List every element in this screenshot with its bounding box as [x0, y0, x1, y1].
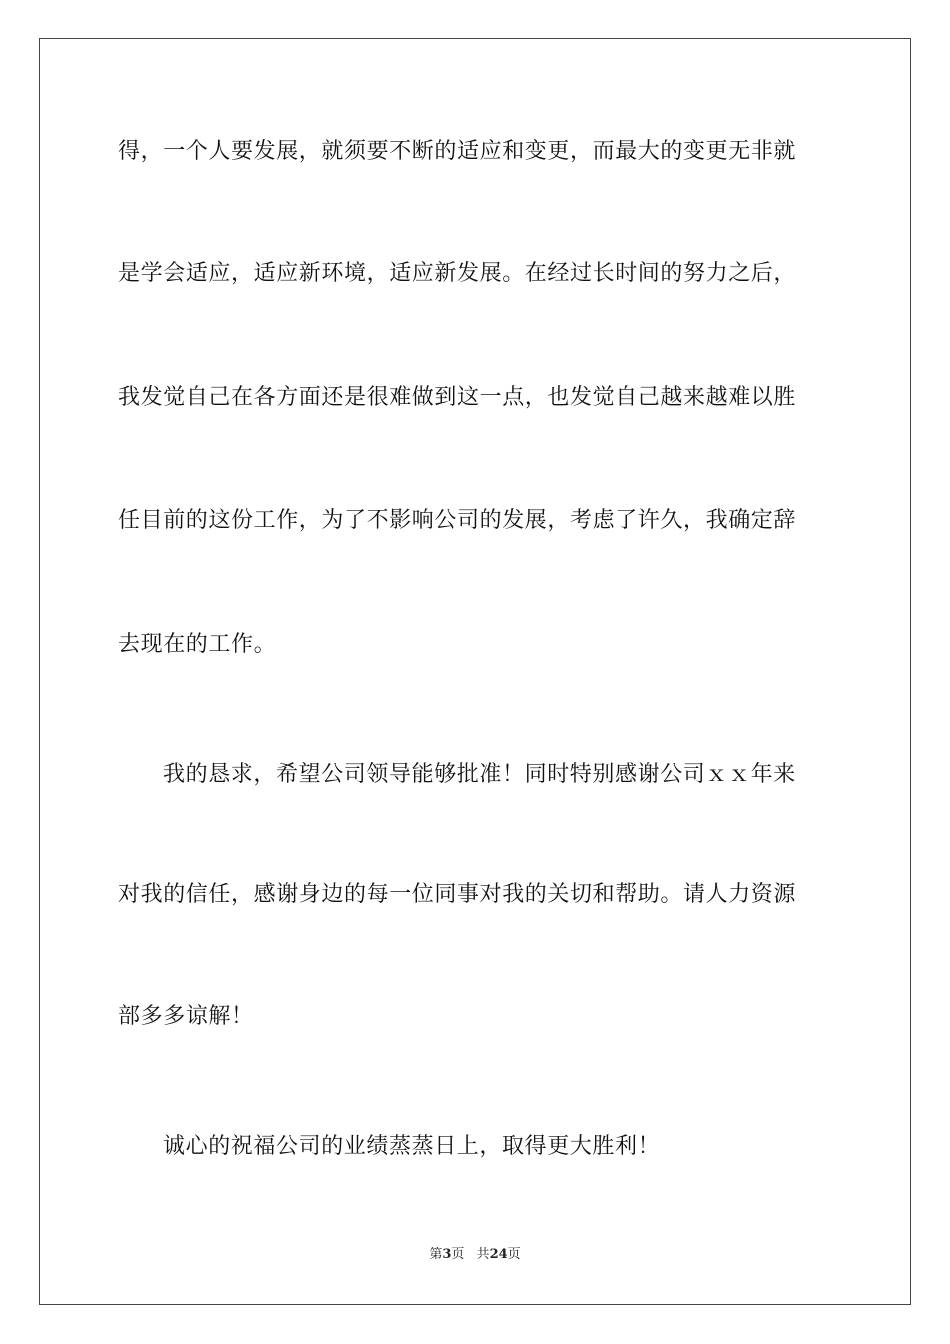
- paragraph-line: 部多多谅解！: [118, 1004, 254, 1029]
- total-suffix: 页: [507, 1247, 521, 1262]
- paragraph-line: 是学会适应，适应新环境，适应新发展。在经过长时间的努力之后，: [118, 261, 797, 286]
- page-indicator: [429, 1247, 464, 1262]
- page-number: 3: [442, 1247, 452, 1262]
- page-border: [39, 38, 911, 1305]
- total-prefix: 共: [476, 1247, 490, 1262]
- total-pages: 24: [489, 1247, 508, 1262]
- page-footer: [0, 1246, 950, 1264]
- paragraph-line: 我发觉自己在各方面还是很难做到这一点，也发觉自己越来越难以胜: [118, 385, 797, 410]
- paragraph-line: 我的恳求，希望公司领导能够批准！同时特别感谢公司ｘｘ年来: [163, 762, 796, 787]
- paragraph-line: 诚心的祝福公司的业绩蒸蒸日上，取得更大胜利！: [163, 1134, 661, 1159]
- total-indicator: [477, 1247, 521, 1262]
- page-prefix: 第: [429, 1247, 443, 1262]
- paragraph-line: 任目前的这份工作，为了不影响公司的发展，考虑了许久，我确定辞: [118, 508, 797, 533]
- page-suffix: 页: [451, 1247, 465, 1262]
- paragraph-line: 去现在的工作。: [118, 632, 277, 657]
- paragraph-line: 对我的信任，感谢身边的每一位同事对我的关切和帮助。请人力资源: [118, 882, 797, 907]
- paragraph-line: 得，一个人要发展，就须要不断的适应和变更，而最大的变更无非就: [118, 139, 797, 164]
